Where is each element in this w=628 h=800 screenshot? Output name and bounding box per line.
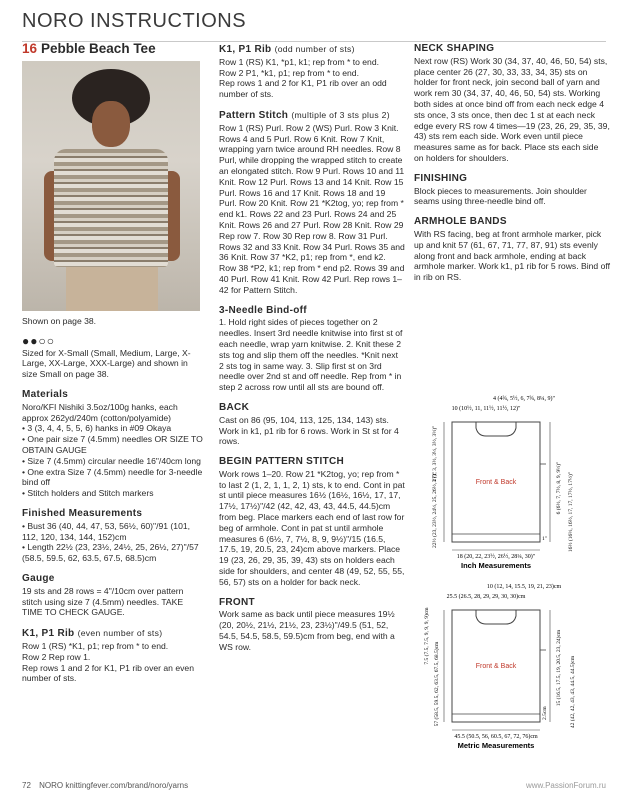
neck-shaping-heading: NECK SHAPING — [414, 43, 495, 54]
materials-item: • One extra Size 7 (4.5mm) needle for 3-needle bind off — [22, 466, 203, 488]
column-3 — [414, 44, 610, 283]
inch-caption: Inch Measurements — [460, 561, 532, 570]
inch-right-side: 16½ (16½, 16½, 17, 17, 17½, 17½)" — [568, 471, 574, 553]
inch-neck-curve — [476, 422, 516, 436]
pattern-number: 16 — [22, 41, 38, 56]
pattern-stitch-text: Row 1 (RS) Purl. Row 2 (WS) Purl. Row 3 Knit. Rows 4 and 5 Purl. Row 6 Knit. Row 7 Knit, wrapping yarn twice around RH needles. Row 8 Purl, while dropping the wrapped stitch to create an elongated stitch. Row 9 Purl. Rows 10 and 11 Knit. Row 12 Purl. Rows 13 and 14 Knit. Row 15 Purl. Rows 16 and 17 Knit. Rows 18 and 19 Purl. Row 20 Knit. Row 21 *K2tog, yo; rep from * end k1. Rows 22 and 23 Purl. Rows 24 and 25 Knit. Rows 26 and 27 Purl. Row 28 Knit. Row 29 Rep row 7. Row 30 Rep row 8. Row 31 Purl. Rows 32 and 33 Knit. Row 34 Purl. Rows 35 and 36 Knit. Row 37 *K2, p1; rep from *, end k2. Row 38 *P2, k1; rep from * end p2. Rows 39 and 40 Purl. Row 41 Knit. Row 42 Purl. Rep rows 1–42 for Pattern Stitch. — [219, 122, 405, 295]
materials-item: • Stitch holders and Stitch markers — [22, 488, 154, 499]
metric-right-side: 42 (42, 42, 43, 43, 44.5, 44.5)cm — [570, 655, 576, 729]
photo-caption: Shown on page 38. — [22, 315, 97, 326]
metric-schematic — [414, 580, 610, 752]
finishing-text: Block pieces to measurements. Join shoulder seams using three-needle bind off. — [414, 185, 587, 207]
inch-rib: 1" — [542, 536, 547, 542]
metric-caption: Metric Measurements — [457, 741, 535, 750]
rib-even-line: Row 2 Rep row 1. — [22, 651, 91, 662]
photo-pants — [66, 261, 158, 311]
metric-bottom: 45.5 (50.5, 56, 60.5, 67, 72, 76)cm — [454, 734, 538, 740]
page-header — [22, 10, 606, 38]
inch-label: Front & Back — [475, 479, 517, 486]
rib-odd-line: Row 1 (RS) K1, *p1, k1; rep from * to end. — [219, 56, 380, 67]
rib-odd-heading: K1, P1 Rib (odd number of sts) — [219, 44, 355, 55]
sizes-text: Sized for X-Small (Small, Medium, Large, X-Large, XX-Large, XXX-Large) and shown in size Small on page 38. — [22, 347, 191, 380]
armhole-heading: ARMHOLE BANDS — [414, 216, 507, 228]
column-2 — [219, 44, 405, 653]
footer-url[interactable]: knittingfever.com/brand/noro/yarns — [65, 781, 189, 790]
bind-off-heading: 3-Needle Bind-off — [219, 304, 307, 316]
back-text: Cast on 86 (95, 104, 113, 125, 134, 143) sts. Work in k1, p1 rib for 6 rows. Work in St st for 4 rows. — [219, 414, 399, 447]
finished-heading: Finished Measurements — [22, 507, 143, 519]
inch-top-shoulder: 10 (10½, 11, 11½, 11½, 12)" — [451, 406, 521, 412]
front-text: Work same as back until piece measures 19½ (20, 20½, 21½, 21½, 23, 23½)"/49.5 (51, 52, 54.5, 54.5, 58.5, 59.5)cm from beg, end with a WS row. — [219, 609, 395, 652]
inch-top-neck: 4 (4¾, 5½, 6, 7¾, 8¼, 9)" — [493, 396, 555, 402]
metric-left-armhole: 7.5 (7.5, 7.5, 9, 9, 9, 9)cm — [424, 607, 430, 665]
front-heading: FRONT — [219, 596, 255, 608]
back-heading: BACK — [219, 401, 250, 413]
column-1 — [22, 41, 204, 684]
inch-schematic — [414, 392, 610, 570]
bind-off-text: 1. Hold right sides of pieces together on 2 needles. Insert 3rd needle knitwise into first st of each needle, wrap yarn knitwise. 2. Knit these 2 sts tog and slip them off the needles. *Knit next 2 sts tog in same way. 3. Slip first st on 3rd needle over 2nd st and off needle. Rep from * in step 2 across row until all sts are bound off. — [219, 317, 403, 393]
materials-item: • 3 (3, 4, 4, 5, 5, 6) hanks in #09 Okaya — [22, 423, 172, 434]
armhole-text: With RS facing, beg at front armhole marker, pick up and knit 57 (61, 67, 71, 77, 87, 91) sts evenly along front and back armhole, ending at back armhole marker. Work k1, p1 rib for 5 rows. Bind off in rib on RS. — [414, 228, 610, 283]
rib-odd-line: Rep rows 1 and 2 for K1, P1 rib over an odd number of sts. — [219, 78, 387, 100]
photo-tee — [54, 149, 168, 267]
model-photo — [22, 61, 200, 311]
pattern-title — [22, 41, 204, 56]
metric-neck-curve — [476, 610, 516, 624]
materials-intro: Noro/KFI Nishiki 3.5oz/100g hanks, each approx 262yd/240m (cotton/polyamide) — [22, 401, 178, 423]
materials-item: • One pair size 7 (4.5mm) needles OR SIZE TO OBTAIN GAUGE — [22, 434, 203, 455]
inch-left-length: 22½ (23, 23½, 24½, 25, 26½, 27)" — [432, 471, 438, 549]
footer-brand: NORO — [39, 781, 64, 790]
metric-left-length: 57 (58.5, 59.5, 62, 63.5, 67.5, 68.5)cm — [434, 641, 440, 727]
inch-left-armhole: 3 (3, 3, 3½, 3½, 3½, 3½)" — [432, 425, 438, 483]
gauge-heading: Gauge — [22, 572, 55, 584]
gauge-text: 19 sts and 28 rows = 4"/10cm over pattern stitch using size 7 (4.5mm) needles. TAKE TIME TO CHECK GAUGE. — [22, 585, 184, 618]
inch-bottom: 18 (20, 22, 23½, 26½, 28¼, 30)" — [456, 554, 536, 560]
materials-heading: Materials — [22, 388, 69, 400]
page-footer — [22, 781, 188, 790]
finishing-heading: FINISHING — [414, 172, 468, 184]
skill-level-icon: ●●○○ — [22, 333, 55, 348]
metric-right-armhole: 15 (16.5, 17.5, 19, 20.5, 23, 24)cm — [556, 629, 562, 707]
finished-item: • Length 22½ (23, 23½, 24½, 25, 26½, 27)"/57 (58.5, 59.5, 62, 63.5, 67.5, 68.5)cm — [22, 542, 199, 564]
rib-even-line: Rep rows 1 and 2 for K1, P1 rib over an even number of sts. — [22, 662, 194, 684]
page-number: 72 — [22, 781, 31, 790]
metric-rib: 2.5cm — [542, 706, 548, 720]
pattern-name: Pebble Beach Tee — [41, 41, 156, 56]
materials-item: • Size 7 (4.5mm) circular needle 16"/40cm long — [22, 455, 201, 466]
pattern-stitch-heading: Pattern Stitch (multiple of 3 sts plus 2) — [219, 109, 390, 121]
begin-pattern-text: Work rows 1–20. Row 21 *K2tog, yo; rep from * to last 2 (1, 2, 1, 1, 2, 1) sts, k to end. Cont in pat st until piece measures 16½ (16½, 16½, 17, 17, 17½, 17½)"/42 (42, 42, 43, 43, 44.5, 44.5)cm from beg. Place markers each end of last row for beg of armhole. Cont in pat st until armhole measures 6 (6½, 7, 7½, 8, 9, 9½)"/15 (16.5, 17.5, 19, 20.5, 23, 24)cm above markers. Place 19 (23, 26, 29, 35, 39, 43) sts on holders each side for shoulders, and center 48 (49, 52, 55, 55, 56, 57) sts on a holder for back neck. — [219, 468, 405, 587]
rib-even-heading: K1, P1 Rib (even number of sts) — [22, 628, 163, 640]
metric-top-neck: 10 (12, 14, 15.5, 19, 21, 23)cm — [486, 584, 562, 590]
inch-right-armhole: 6 (6½, 7, 7½, 8, 9, 9½)" — [556, 461, 562, 515]
finished-item: • Bust 36 (40, 44, 47, 53, 56½, 60)"/91 (101, 112, 120, 134, 144, 152)cm — [22, 520, 191, 542]
header-brand: NORO INSTRUCTIONS — [22, 10, 247, 32]
watermark: www.PassionForum.ru — [525, 781, 606, 790]
photo-face — [92, 101, 130, 147]
neck-shaping-text: Next row (RS) Work 30 (34, 37, 40, 46, 50, 54) sts, place center 26 (27, 30, 33, 33, 34, 35) sts on holder for front neck, join second ball of yarn and work rem 30 (34, 37, 40, 46, 50, 54) sts. Working both sides at once bind off from each neck edge 4 sts once, 3 sts once, then dec 1 st at each neck edge every RS row 4 times—19 (23, 26, 29, 35, 39, 43) sts rem each side. Work even until piece measures same as for back. Place sts each side on holders for shoulders. — [414, 55, 610, 163]
rib-even-line: Row 1 (RS) *K1, p1; rep from * to end. — [22, 640, 169, 651]
begin-pattern-heading: BEGIN PATTERN STITCH — [219, 456, 345, 468]
metric-label: Front & Back — [475, 663, 517, 670]
metric-top-shoulder: 25.5 (26.5, 28, 29, 29, 30, 30)cm — [446, 594, 526, 600]
rib-odd-line: Row 2 P1, *k1, p1; rep from * to end. — [219, 67, 359, 78]
